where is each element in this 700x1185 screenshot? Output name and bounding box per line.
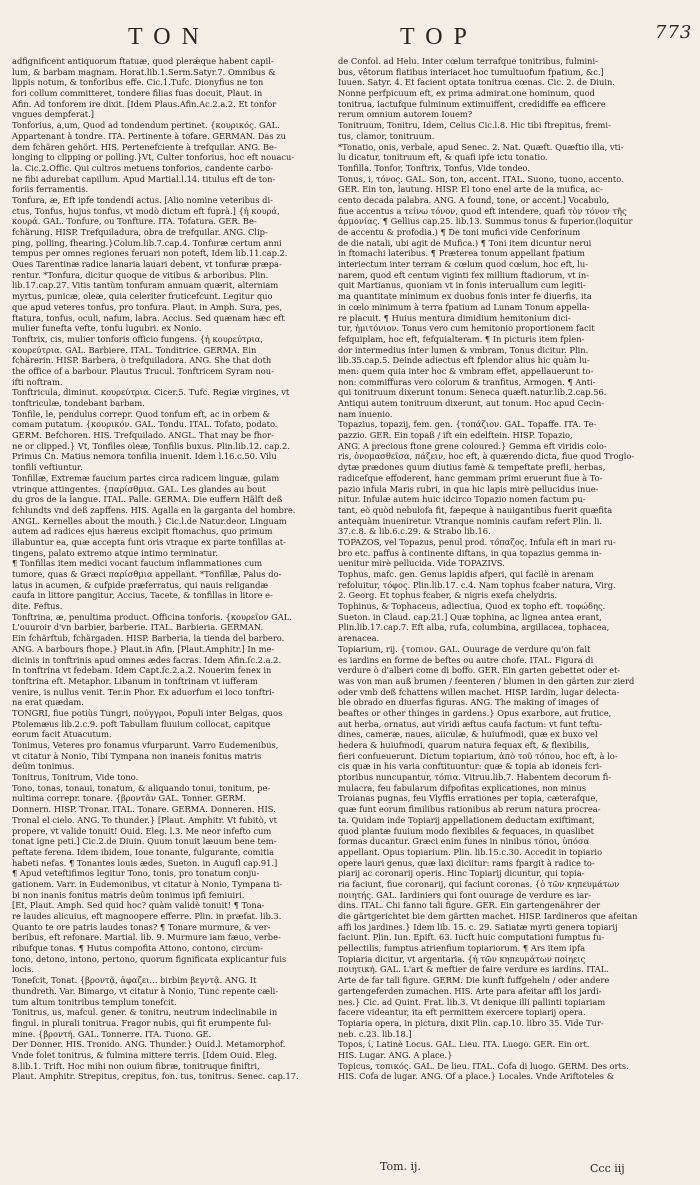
text-line: Tonftricula, diminut. κουρεύτρια. Cicer.5. Tufc. Regiæ virgines, vt (12, 387, 290, 398)
text-line: peftate ferena. Idem ibidem, Ioue tonante, fulgurante, comitia (12, 846, 275, 857)
text-line: mulier funefta vefte, tonfu lugubri. ex Nonio. (12, 323, 202, 334)
text-line: re placuit. ¶ Huius mentura dimidium hemitonium dici- (338, 312, 571, 323)
text-line: illabuntur ea, quæ accepta funt oris vtraque ex parte tonfillas at- (12, 536, 286, 547)
text-line: facere videantur, ita eft permittem exercere topiarij opera. (338, 1007, 586, 1018)
text-line: die gärtgerichtet bie dem gärtten machet. HISP. Iardineros que afeitan (338, 911, 638, 921)
text-line: na erat quædam. (12, 697, 84, 708)
header-left-word: TON (128, 24, 210, 50)
text-line: Afin. Ad tonforem ire dixit. [Idem Plaus.Afin.Ac.2.a.2. Et tonfor (12, 98, 277, 109)
text-line: κουρεύτρια. GAL. Barbiere. ITAL. Tonditrice. GERMA. Ein (12, 344, 257, 355)
text-line: Tono, tonas, tonaui, tonatum, & aliquando tonui, tonitum, pe- (12, 782, 271, 793)
text-line: dite. Feftus. (12, 601, 63, 612)
text-line: Appartenant à tondre. ITA. Pertinente à tofare. GERMAN. Das zu (12, 130, 286, 141)
text-line: du gros de la langue. ITAL. Palle. GERMA. Die euffern Hälft deß (12, 494, 283, 505)
text-line: ¶ Tonfillas item medici vocant faucium inflammationes cum (12, 558, 263, 569)
text-line: mine. {βροντή. GAL. Tonnerre. ITA. Tuono. GE. (12, 1028, 212, 1039)
text-line: HIS. Lugar. ANG. A place.} (338, 1049, 453, 1060)
text-line: beribus, eft refonare. Martial. lib. 9. Murmure iam fæuo, verbe- (12, 932, 281, 943)
text-line: ta. Quidam inde Topiarij appellationem deductam exiftimant, (338, 814, 595, 825)
text-line: Tonforius, a,um, Quod ad tondendum pertinet. {κουρικός. GAL. (12, 120, 280, 131)
text-line: ne fibi adurebat capillum. Apud Martial.l.14. titulus eft de ton- (12, 173, 276, 184)
text-line: tonfili veftiuntur. (12, 462, 83, 473)
text-line: Tonfillæ, Extremæ faucium partes circa radicem linguæ, gulam (12, 472, 280, 483)
text-line: κουρά. GAL. Tonfure, ou Tonfture. ITA. Tofatura. GER. Be- (12, 216, 257, 227)
text-line: myrtus, punicæ, oleæ, quia celeriter fruticefcunt. Legitur quo (12, 291, 273, 302)
text-line: Topos, ί, Latinè Locus. GAL. Lieu. ITA. Luogo. GER. Ein ort. (338, 1039, 590, 1050)
text-line: venire, is nullus venit. Ter.in Phor. Ex aduorfum ei loco tonftri- (12, 686, 275, 697)
text-line: Vnde folet tonitrus, & fulmina mittere terris. [Idem Ouid. Eleg. (12, 1049, 278, 1060)
text-line: beaftes or other thinges in gardens.} Opus exarbore, aut frutice, (338, 707, 612, 718)
text-line: longing to clipping or polling.}Vt, Culter tonforius, hoc eft nouacu- (12, 152, 295, 163)
text-line: appellant. Opus topiarium. Plin. lib.15.c.30. Accedit in topiario (338, 846, 603, 857)
text-line: affi los jardines.} Idem lib. 15. c. 29. Satiatæ myrti genera topiarij (338, 921, 618, 932)
text-line: es iardins en forme de beftes ou autre chofe. ITAL. Figura di (338, 654, 594, 665)
text-line: bus, vêtorum flatibus interiacet hoc tumultuofum fpatium, &c.] (338, 66, 604, 77)
text-line: pazio infula Maris rubri, in qua hic lapis mirè pellucidus inue- (338, 483, 599, 494)
text-line: arenacea. (338, 633, 380, 644)
text-line: Quanto te ore patris laudes tonas? ¶ Tonare murmure, & ver- (12, 921, 271, 932)
text-line: bi non inanis fonitus matris deûm tonimus ipfi femiuiri. (12, 889, 245, 900)
text-line: antequàm inueniretur. Vtranque nominis caufam refert Plin. li. (338, 515, 603, 526)
text-line: tonftrina eft. Metaphor. Libanum in tonftrinam vt iufferam (12, 675, 258, 686)
text-line: HIS. Cofa de lugar. ANG. Of a place.} Locales. Vnde Ariftoteles & (338, 1071, 615, 1082)
text-line: tonftriculæ, tondebant barbam. (12, 398, 145, 408)
text-line: Ein fchärftub, fchärgaden. HISP. Barberia, la tienda del barbero. (12, 633, 285, 644)
text-line: Tonitrus, us, mafcul. gener. & tonitru, neutrum indeclinabile in (12, 1007, 278, 1018)
text-line: ctus, Tonfus, hujus tonfus, vt modò dictum eft fuprà.] {ἡ κουρά, (12, 205, 280, 216)
text-line: ποιητική. GAL. L'art & meftier de faire verdure es iardins. ITAL. (338, 964, 609, 975)
text-line: cis quæ in his varia conftituuntur: quæ & topia ab idoneis fcri- (338, 761, 602, 772)
text-line: Arte de far tali figure. GERM. Die kunft fuffgeheln / oder andere (338, 975, 610, 986)
text-line: Primus Cn. Matius nemora tonfilia inuenit. Idem l.16.c.50. Vilu (12, 451, 277, 462)
text-line: mulacra, feu fabularum difpofitas explicationes, non minus (338, 782, 587, 793)
text-line: propere, vt valide tonuit! Ouid. Eleg. l.3. Me neor infefto cum (12, 825, 272, 836)
text-line: 2. Georg. Et tophus fcaber, & nigris exefa chelydris. (338, 590, 558, 601)
text-line: formas ducantur. Græci enim funes in ninibus τόποι, ὑπόσα (338, 836, 590, 847)
text-line: foriis ferramentis. (12, 184, 89, 195)
text-line: L'ouuroir d'vn barbier, barberie. ITAL. Barbieria. GERMAN. (12, 622, 264, 633)
text-line: dicinis in tonftrinis apud omnes ædes facras. Idem Afin.ſc.2.a.2. (12, 654, 282, 665)
text-line: 8.lib.1. Trift. Hoc mihi non ouium fibræ, tonitruque finiftri, (12, 1060, 260, 1071)
text-line: ptoribus nuncupantur, τόπια. Vitruu.lib.7. Habentem decorum fi- (338, 772, 612, 783)
text-line: Topiaria opera, in pictura, dixit Plin. cap.10. libro 35. Vide Tur- (338, 1017, 604, 1028)
text-line: deûm tonimus. (12, 761, 75, 772)
text-line: tant, eò quòd nebulofa fit, fæpeque à nauigantibus fuerit quæfita (338, 504, 613, 515)
text-line: ifti noftram. (12, 376, 63, 387)
text-line: Der Donner. HIS. Tronido. ANG. Thunder.} Ouid.l. Metamorphof. (12, 1039, 286, 1050)
text-line: fefquiplam, hoc eft, fefquialteram. ¶ In picturis item fplen- (338, 333, 585, 344)
text-line: opere lauri genus, quæ laxi diciitur: rams fpargit à radice to- (338, 857, 595, 868)
text-line: dytæ prædones quum diutius famè & tempeftate prefli, herbas, (338, 462, 606, 473)
text-line: Nonne perfpicuum eft, ex prima admirat.one hominum, quod (338, 88, 595, 99)
text-line: gartengeferden zumachen. HIS. Arte para afeitar affi los jardi- (338, 985, 602, 996)
text-line: rentur. *Tonfura, dicitur quoque de vitibus & arboribus. Plin. (12, 269, 269, 280)
text-line: tus, clamor, tonitruum. (338, 130, 435, 141)
text-line: Topazius, topazij, fem. gen. {τοπάζιον. GAL. Topaffe. ITA. Te- (338, 419, 597, 430)
text-line: *Tonatio, onis, verbale, apud Senec. 2. Nat. Quæft. Quæftio illa, vti- (338, 141, 624, 152)
text-line: fchlundts vnd deß zapffens. HIS. Agalla en la garganta del hombre. (12, 504, 296, 515)
text-line: hedera & huiufmodi, quarum natura fequax eft, & flexibilis, (338, 740, 590, 750)
text-line: tonitrua, iactufque fulminum extimuiffent, credidiffe ea efficere (338, 98, 606, 109)
text-line: Topicus, τοπικός. GAL. De lieu. ITAL. Cofa di luogo. GERM. Des orts. (338, 1060, 629, 1071)
text-line: lum, & barbam magnam. Horat.lib.1.Serm.Satyr.7. Omnibus & (12, 66, 276, 77)
text-line: neb. c.23. lib.18.] (338, 1028, 412, 1039)
text-line: tonat igne peti.] Cic.2.de Diuin. Quum tonuit læuum bene tem- (12, 836, 277, 847)
text-line: quæ funt eorum fimilibus rationibus ab rerum natura procrea- (338, 804, 601, 815)
text-line: Topiarium, rij. {τοπιον. GAL. Ouurage de verdure qu'on fait (338, 643, 591, 654)
text-line: nes.} Cic. ad Quint. Frat. lib.3. Vt denique illi pallinti topiariam (338, 996, 606, 1007)
text-line: cento decada palabra. ANG. A found, tone, or accent.] Vocabulo, (338, 194, 610, 205)
text-line: narem, quod eft centum viginti fex millium ftadiorum, vt in- (338, 269, 590, 280)
page-number: 773 (655, 22, 693, 43)
text-line: tono, detono, intono, pertono, quorum fignificata explicantur fuis (12, 953, 287, 964)
text-line: was von man auß brumen / feenteren / blumen in den gärten zur zierd (338, 675, 635, 686)
text-line: comam putatum. {κουρικόν. GAL. Tondu. ITAL. Tofato, podato. (12, 419, 278, 430)
text-line: [Et, Plaut. Amph. Sed quid hoc? quàm validè tonuit! ¶ Tona- (12, 900, 265, 911)
text-line: ποιητής. GAL. Iardiniers qui font ouurage de verdure es iar- (338, 889, 592, 900)
text-line: vt citatur à Nonio, Tibi Tympana non inaneis fonitus matris (12, 750, 262, 761)
text-line: men: quem quia inter hoc & vmbram effet, appellauerunt to- (338, 365, 594, 376)
text-line: thundreth. Var. Bimargo, vt citatur à Nonio, Tunc repente cæli- (12, 985, 279, 996)
text-line: ma quantitate minimum ex duobus fonis inter fe diuerfis, ita (338, 291, 592, 302)
text-line: ris, ὀνομασθεῖσα, πάζειν, hoc eft, à quærendo dicta, fiue quod Troglo- (338, 451, 635, 462)
text-line: Iuuen. Satyr. 4. Et facient optata tonitrua cœnas. Cic. 2. de Diuin. (338, 77, 615, 88)
text-line: ἀρμονίας. ¶ Gellius cap.25. lib.13. Summus tonus & fuperior.(loquitur (338, 216, 633, 227)
text-line: Plin.lib.17.cap.7. Eft alba, rufa, columbina, argillacea, tophacea, (338, 622, 610, 633)
text-line: ble obrado en diuerfas figuras. ANG. The making of images of (338, 697, 599, 708)
text-line: pellectilis, fumptus atrienfium topiariorum. ¶ Ars item ipfa (338, 943, 586, 954)
text-line: lib.35.cap.5. Deinde adiectus eft fplendor alius hic quàm lu- (338, 355, 590, 366)
text-line: ANG. A precious ftone grene coloured.} Gemma eft viridis colo- (338, 440, 607, 451)
text-line: quod plantæ fuuium modo flexibiles & fequaces, in quaslibet (338, 825, 594, 836)
text-line: fiue accentus a τείνω τόνον, quod eft intendere, quafi τὸν τόνον τῆς (338, 205, 627, 216)
text-line: la. Cic.2.Offic. Qui cultros metuens tonforios, candente carbo- (12, 162, 274, 173)
right-column (338, 56, 656, 1082)
text-line: que apud veteres tonfus, pro tonfura. Plaut. in Amph. Sura, pes, (12, 301, 283, 312)
text-line: rerum omnium autorem Iouem? (338, 109, 473, 120)
text-line: interiectum inter terram & cœlum quod cœlum, hoc eft, lu- (338, 259, 589, 270)
text-line: oder vmb deß fchattens willen machet. HISP. Iardin, lugar delecta- (338, 686, 620, 697)
text-line: ftatura, tonfus, oculi, nafum, labra. Accius. Sed quænam hæc eft (12, 312, 285, 323)
text-line: Tonimus, Veteres pro fonamus vfurparunt. Varro Eudemenibus, (12, 740, 279, 750)
text-line: nultima correpr. tonare. {βροντᾶν GAL. Tonner. GERM. (12, 793, 246, 804)
text-line: ping, polling, fhearing.}Colum.lib.7.cap.4. Tonfuræ certum anni (12, 237, 282, 248)
text-line: adfignificent antiquorum ftatuæ, quod plerǽque habent capil- (12, 56, 274, 66)
text-line: In tonftrina vt fedebam. Idem Capt.ſc.2.a.2. Nouerim fenex in (12, 665, 272, 676)
left-column (12, 56, 330, 1082)
text-line: fchärerin. HISP. Barbera, ò trefquiladora. ANG. She that doth (12, 355, 272, 366)
text-line: Tonfile, le, pendulus correpr. Quod tonfum eft, ac in orbem & (12, 408, 270, 419)
text-line: Tophinus, & Tophaceus, adiectiua, Quod ex topho eft. τοφώδης. (338, 601, 606, 612)
text-line: Tonefcit, Tonat. {βροντᾷ, ἀφαζει... birbim βεγντᾷ. ANG. It (12, 975, 257, 986)
text-line: tingens, palato extremo atque intimo terminatur. (12, 547, 218, 558)
text-line: Oues Tarentinæ radice lanaria lauari debent, vt tonfuræ præpa- (12, 259, 282, 270)
text-line: TOPAZOS, vel Topazus, penul prod. τόπαζος. Infula eft in mari ru- (338, 536, 616, 547)
text-line: de die natali, ubi agit de Mufica.) ¶ Toni item dicuntur nerui (338, 237, 592, 248)
text-line: Troianas pugnas, feu Vlyffis errationes per topia, cæterafque, (338, 793, 598, 804)
text-line: radicefque effoderent, hanc gemmam primi eruerunt fiue à To- (338, 472, 603, 483)
text-line: in cœlo minimum à terra fpatium ad Lunam Tonum appella- (338, 301, 590, 312)
text-line: gationem. Varr. in Eudemonibus, vt citatur à Nonio, Tympana ti- (12, 878, 283, 889)
text-line: Antiqui autem tonitruum dixerunt, aut tonum. Hoc apud Cecin- (338, 398, 605, 408)
text-line: tumore, quas & Græci παρίσθμια appellant. *Tonfillæ, Palus do- (12, 569, 282, 579)
text-line: bro etc. paffus à continente diftans, in qua topazius gemma in- (338, 547, 602, 558)
text-line: vtrinque attingentes. {παρίσθμια. GAL. Les glandes au bout (12, 483, 266, 494)
text-line: Tonftrina, æ, penultima product. Officina tonforis. {κουρεῖον GAL. (12, 611, 292, 622)
text-line: latus in acumen, & cufpide præferratus, qui nauis religandæ (12, 579, 269, 590)
text-line: pazzio. GER. Ein topaß / ift ein edelftein. HISP. Topazio, (338, 430, 573, 441)
text-line: nam inuenio. (338, 408, 393, 419)
text-line: GERM. Befchoren. HIS. Trefquilado. ANGL. That may be fhor- (12, 430, 274, 441)
text-line: Sueton. in Claud. cap.21.] Quæ tophina, ac lignea antea erant, (338, 611, 602, 622)
text-line: Tonus, i, τόνος. GAL. Son, ton, accent. ITAL. Suono, tuono, accento. (338, 173, 624, 184)
text-line: lib.17.cap.27. Vitis tantùm tonfuram annuam quærit, alterniam (12, 280, 279, 291)
text-line: Tonitruum, Tonitru, Idem, Celius Cic.l.8. Hic tibi ftrepitus, fremi- (338, 120, 611, 131)
text-line: re laudes alicuius, eft magnoopere efferre. Plin. in præfat. lib.3. (12, 911, 282, 921)
text-line: the office of a barbour. Plautus Trucul. Tonftricem Syram nou- (12, 365, 274, 376)
text-line: Topiaria dicitur, vt argentaria. {ἡ τῶν κηπευμάτων ποίηεις (338, 953, 586, 964)
text-line: nitur. Infulæ autem huic idcirco Topazio nomen factum pu- (338, 494, 586, 505)
text-line: Tonfura, æ, Eft ipfe tondendi actus. [Alio nomine veteribus di- (12, 194, 273, 205)
text-line: autem ad radices ejus hæreus excipit ftomachus, quo primum (12, 526, 273, 537)
text-line: eorum facit Atuacutum. (12, 729, 112, 740)
running-header (0, 8, 700, 48)
text-line: ria faciunt, fiue coronarij, qui faciunt coronas. {ὁ τῶν κηπευμάτων (338, 878, 620, 889)
text-line: fingul. in plurali tonitrua. Fragor nubis, qui fit erumpente ful- (12, 1017, 272, 1028)
text-line: uenitur mirè pellucida. Vide TOPAZIVS. (338, 558, 505, 569)
text-line: quit Martianus, quoniam vt in fonis interuallum cum legiti- (338, 280, 586, 291)
text-line: Tonfilla. Tonfor, Tonftrix, Tonfus, Vide tondeo. (338, 162, 531, 173)
text-line: de accentu & profodia.) ¶ De toni mufici vide Cenforinum (338, 227, 581, 237)
catchword: Ccc iij (590, 1162, 625, 1175)
text-line: 37.c.8. & lib.6.c.29. & Strabo lib.16. (338, 526, 491, 537)
text-line: locis. (12, 964, 34, 975)
text-line: verdure ò d'alberi come di boffo. GER. Ein garten gebettet oder et- (338, 665, 621, 676)
text-line: piarij ac coronarij operis. Hinc Topiarij dicuntur, qui topia- (338, 868, 585, 879)
text-line: fori collum committeret, tondere filias fuas docuit, Plaut. in (12, 88, 263, 99)
text-line: Ptolemæus lib.2.c.9. poft Tabullam fluuium collocat, capitque (12, 718, 271, 729)
text-line: tum altum tonitribus templum tonefcit. (12, 996, 177, 1007)
text-line: de Confol. ad Helu. Inter cœlum terrafque tonitribus, fulmini- (338, 56, 598, 66)
text-line: lippis notum, & tonforibus effe. Cic.1.Tufc. Dionyfius ne ton (12, 77, 264, 88)
text-line: Tronal el cielo. ANG. To thunder.} [Plaut. Amphitr. Vt fubitò, vt (12, 814, 278, 825)
text-line: ANGL. Kernelles about the mouth.} Cic.l.de Natur.deor. Linguam (12, 515, 287, 526)
text-line: TONGRI, fiue potiùs Tungri, πούγγροι, Populi inter Belgas, quos (12, 707, 283, 718)
text-line: aut herba, ornatus, aut viridi æftus caufa factum: vt funt teftu- (338, 718, 603, 729)
text-line: Tonitrus, Tonitrum, Vide tono. (12, 772, 139, 783)
text-line: dines, cameræ, naues, aiiculæ, & huiufmodi, quæ ex buxo vel (338, 729, 598, 740)
text-line: Donnern. HISP. Tronar. ITAL. Tonare. GERMA. Donneren. HIS. (12, 804, 276, 815)
text-line: habeti nefas. ¶ Tonantes louis ædes, Sueton. in Augufl cap.91.] (12, 857, 278, 868)
signature-mark: Tom. ij. (380, 1160, 421, 1173)
text-line: ne or clipped.} Vt, Tonfiles oleæ, Tonfilis buxus. Plin.lib.12. cap.2. (12, 440, 290, 451)
text-line: fchärung. HISP. Trefquiladura, obra de trefquilar. ANG. Clip- (12, 227, 268, 237)
text-line: GER. Ein ton, lautung. HISP. El tono enel arte de la mufica, ac- (338, 184, 603, 195)
text-line: caufa in littore pangitur, Accius, Tacete, & tonfillas in litore e- (12, 590, 273, 601)
text-line: fieri confueuerunt. Dictum topiarium, ἀπὸ τοῦ τόπου, hoc eft, à lo- (338, 750, 618, 761)
header-right-word: TOP (400, 24, 478, 50)
text-line: tur, ἡμιτόνιον. Tonus vero cum hemitonio proportionem facit (338, 323, 595, 334)
text-line: vngues dempferat.] (12, 109, 94, 120)
text-line: Plaut. Amphitr. Strepitus, crepitus, fon. tus, tonitrus. Senec. cap.17. (12, 1071, 299, 1082)
text-line: tempus per omnes regiones feruari non poteft, Idem lib.11.cap.2. (12, 248, 288, 259)
text-line: in ftomachi lateribus. ¶ Præterea tonum appellant fpatium (338, 248, 585, 259)
text-line: refoluitur, τόφος. Plin.lib.17. c.4. Nam tophus fcaber natura, Virg. (338, 579, 616, 590)
text-line: dor intermedius inter lumen & vmbram, Tonus dicitur. Plin. (338, 344, 589, 355)
text-line: Tonftrix, cis, mulier tonforis officio fungens. {ἡ κουρεύτρια, (12, 333, 263, 344)
text-line: non: commiffuras vero colorum & tranfitus, Armogen. ¶ Anti- (338, 376, 596, 387)
text-line: dins. ITAL. Chi fanno tali figure. GER. Ein gartengenährer der (338, 900, 601, 911)
text-line: faciunt. Plin. Iun. Epift. 63. Iucft huic computationi fumptus fu- (338, 932, 605, 943)
text-line: Tophus, mafc. gen. Genus lapidis afperi, qui facilè in arenam (338, 569, 594, 579)
text-line: lu dicatur, tonitruum eft, & quafi ipfe ictu tonatio. (338, 152, 548, 163)
text-line: ¶ Apud veteftifimos legitur Tono, tonis, pro tonatum conju- (12, 868, 260, 879)
text-line: ANG. A barbours fhope.} Plaut.in Afin. [Plaut.Amphitr.] In me- (12, 643, 275, 654)
text-line: dem fchären gehört. HIS. Pertenefciente à trefquilar. ANG. Be- (12, 141, 277, 152)
text-line: qui tonitruum dixerunt tonum: Seneca quæft.natur.lib.2.cap.56. (338, 387, 607, 398)
text-line: ribufque tonas. ¶ Hutus compofita Attono, contono, circum- (12, 943, 264, 954)
